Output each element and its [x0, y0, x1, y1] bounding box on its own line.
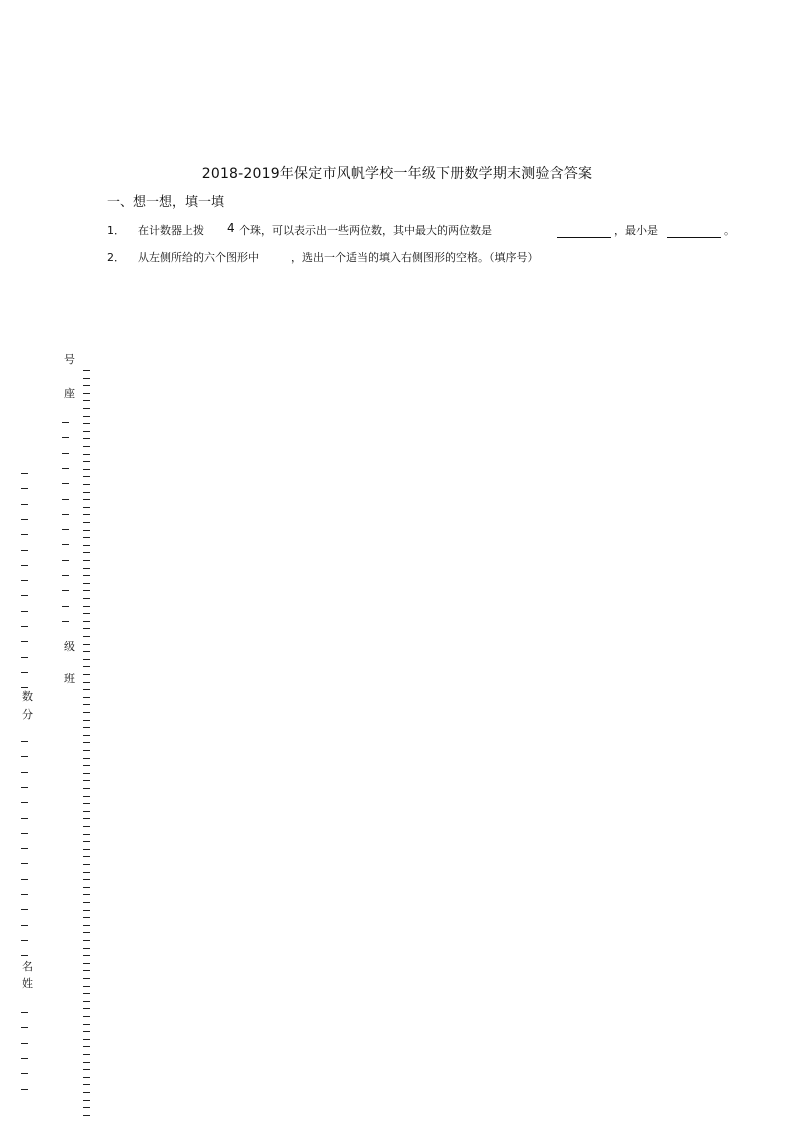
question-1-end: 。 — [724, 224, 735, 237]
dash-mark — [83, 925, 90, 926]
dash-mark — [83, 431, 90, 432]
dash-mark — [83, 879, 90, 880]
dash-mark — [21, 925, 28, 926]
dash-mark — [21, 955, 28, 956]
dash-mark — [83, 773, 90, 774]
dash-mark — [62, 544, 69, 545]
dash-mark — [83, 1077, 90, 1078]
dash-mark — [21, 473, 28, 474]
dash-mark — [62, 529, 69, 530]
score-label-shu: 数 — [22, 690, 33, 703]
dash-mark — [62, 499, 69, 500]
score-label-fen: 分 — [22, 708, 33, 721]
dash-mark — [83, 514, 90, 515]
dash-mark — [21, 787, 28, 788]
dash-mark — [83, 841, 90, 842]
question-2-number: 2． — [107, 251, 125, 264]
dash-mark — [21, 1012, 28, 1013]
dash-mark — [83, 628, 90, 629]
dash-mark — [83, 689, 90, 690]
dash-mark — [21, 641, 28, 642]
dash-mark — [83, 613, 90, 614]
dash-mark — [83, 856, 90, 857]
dash-mark — [83, 682, 90, 683]
dash-mark — [83, 758, 90, 759]
dash-mark — [21, 772, 28, 773]
dash-mark — [83, 849, 90, 850]
dash-mark — [83, 492, 90, 493]
dash-mark — [83, 590, 90, 591]
dash-mark — [83, 1069, 90, 1070]
dash-mark — [21, 909, 28, 910]
dash-mark — [21, 550, 28, 551]
page-title: 2018-2019年保定市风帆学校一年级下册数学期末测验含答案 — [201, 166, 593, 182]
name-label-ming: 名 — [22, 960, 33, 973]
dash-mark — [83, 970, 90, 971]
dash-mark — [62, 422, 69, 423]
class-label-ban: 班 — [64, 672, 75, 685]
dash-mark — [83, 910, 90, 911]
dash-mark — [83, 993, 90, 994]
dash-mark — [83, 697, 90, 698]
dash-mark — [21, 595, 28, 596]
dash-mark — [83, 385, 90, 386]
dash-mark — [83, 659, 90, 660]
dash-mark — [62, 468, 69, 469]
dash-mark — [21, 879, 28, 880]
dash-mark — [83, 423, 90, 424]
dash-mark — [21, 1027, 28, 1028]
dash-mark — [21, 741, 28, 742]
dash-mark — [83, 902, 90, 903]
dash-mark — [83, 1100, 90, 1101]
dash-mark — [21, 1089, 28, 1090]
dash-mark — [62, 437, 69, 438]
question-1-count: 4 — [227, 221, 235, 235]
dash-mark — [21, 1043, 28, 1044]
dash-mark — [83, 1016, 90, 1017]
dash-mark — [83, 940, 90, 941]
dash-mark — [62, 560, 69, 561]
dash-mark — [21, 672, 28, 673]
dash-mark — [83, 963, 90, 964]
dash-mark — [62, 483, 69, 484]
dash-mark — [83, 1107, 90, 1108]
dash-mark — [83, 735, 90, 736]
dash-mark — [21, 833, 28, 834]
dash-mark — [83, 1039, 90, 1040]
dash-mark — [21, 565, 28, 566]
dash-mark — [83, 530, 90, 531]
dash-mark — [83, 416, 90, 417]
dash-mark — [21, 687, 28, 688]
dash-mark — [83, 826, 90, 827]
dash-mark — [83, 955, 90, 956]
dash-mark — [83, 469, 90, 470]
dash-mark — [83, 674, 90, 675]
dash-mark — [83, 408, 90, 409]
dash-mark — [83, 1001, 90, 1002]
dash-mark — [21, 818, 28, 819]
dash-mark — [21, 580, 28, 581]
dash-mark — [83, 978, 90, 979]
dash-mark — [83, 1062, 90, 1063]
dash-mark — [83, 400, 90, 401]
dash-mark — [83, 454, 90, 455]
dash-mark — [83, 1115, 90, 1116]
section-heading: 一、想一想，填一填 — [107, 195, 225, 210]
dash-mark — [83, 636, 90, 637]
dash-mark — [83, 568, 90, 569]
dash-mark — [62, 621, 69, 622]
dash-mark — [83, 545, 90, 546]
dash-mark — [83, 621, 90, 622]
dash-mark — [83, 666, 90, 667]
dash-mark — [83, 1008, 90, 1009]
dash-mark — [21, 519, 28, 520]
dash-mark — [83, 370, 90, 371]
dash-mark — [21, 802, 28, 803]
dash-mark — [83, 537, 90, 538]
dash-mark — [83, 484, 90, 485]
dash-mark — [83, 499, 90, 500]
dash-mark — [83, 378, 90, 379]
answer-blank-max[interactable] — [557, 223, 611, 242]
dash-mark — [83, 720, 90, 721]
dash-mark — [21, 488, 28, 489]
question-2-text-b: ，选出一个适当的填入右侧图形的空格。（填序号） — [291, 251, 539, 264]
answer-blank-min[interactable] — [667, 223, 721, 242]
dash-mark — [83, 598, 90, 599]
dash-mark — [83, 1031, 90, 1032]
dash-mark — [83, 948, 90, 949]
dash-mark — [83, 917, 90, 918]
dash-mark — [83, 894, 90, 895]
question-1-text-b: 个珠，可以表示出一些两位数，其中最大的两位数是 — [239, 224, 492, 237]
dash-mark — [21, 1073, 28, 1074]
dash-mark — [21, 863, 28, 864]
dash-mark — [83, 887, 90, 888]
dash-mark — [83, 788, 90, 789]
question-1-text-a: 在计数器上拨 — [138, 224, 204, 237]
dash-mark — [83, 644, 90, 645]
dash-mark — [83, 461, 90, 462]
dash-mark — [83, 1054, 90, 1055]
dash-mark — [62, 606, 69, 607]
dash-mark — [21, 504, 28, 505]
dash-mark — [83, 818, 90, 819]
dash-mark — [83, 872, 90, 873]
dash-mark — [21, 611, 28, 612]
dash-mark — [62, 453, 69, 454]
dash-mark — [83, 438, 90, 439]
dash-mark — [21, 756, 28, 757]
dash-mark — [83, 742, 90, 743]
dash-mark — [83, 1046, 90, 1047]
dash-mark — [83, 986, 90, 987]
dash-mark — [83, 552, 90, 553]
dash-mark — [83, 507, 90, 508]
dash-mark — [62, 590, 69, 591]
dash-mark — [83, 522, 90, 523]
name-label-xing: 姓 — [22, 977, 33, 990]
dash-mark — [83, 1084, 90, 1085]
dash-mark — [83, 393, 90, 394]
dash-mark — [83, 651, 90, 652]
seat-label-zuo: 座 — [64, 387, 75, 400]
dash-mark — [83, 780, 90, 781]
dash-mark — [83, 932, 90, 933]
dash-mark — [21, 657, 28, 658]
dash-mark — [62, 575, 69, 576]
dash-mark — [21, 894, 28, 895]
dash-mark — [83, 712, 90, 713]
dash-mark — [83, 864, 90, 865]
dash-mark — [83, 704, 90, 705]
class-label-ji: 级 — [64, 640, 75, 653]
question-1-text-c: ，最小是 — [614, 224, 658, 237]
dash-mark — [83, 803, 90, 804]
dash-mark — [83, 606, 90, 607]
dash-mark — [21, 626, 28, 627]
dash-mark — [83, 727, 90, 728]
dash-mark — [21, 940, 28, 941]
dash-mark — [21, 1058, 28, 1059]
dash-mark — [83, 1092, 90, 1093]
dash-mark — [83, 765, 90, 766]
dash-mark — [83, 796, 90, 797]
dash-mark — [21, 848, 28, 849]
dash-mark — [83, 575, 90, 576]
question-1-number: 1． — [107, 224, 125, 237]
dash-mark — [83, 560, 90, 561]
question-2-text-a: 从左侧所给的六个图形中 — [138, 251, 259, 264]
dash-mark — [83, 583, 90, 584]
dash-mark — [83, 750, 90, 751]
dash-mark — [83, 1024, 90, 1025]
dash-mark — [62, 514, 69, 515]
dash-mark — [83, 834, 90, 835]
dash-mark — [83, 476, 90, 477]
dash-mark — [83, 446, 90, 447]
dash-mark — [83, 811, 90, 812]
seat-label-hao: 号 — [64, 353, 75, 366]
dash-mark — [21, 534, 28, 535]
